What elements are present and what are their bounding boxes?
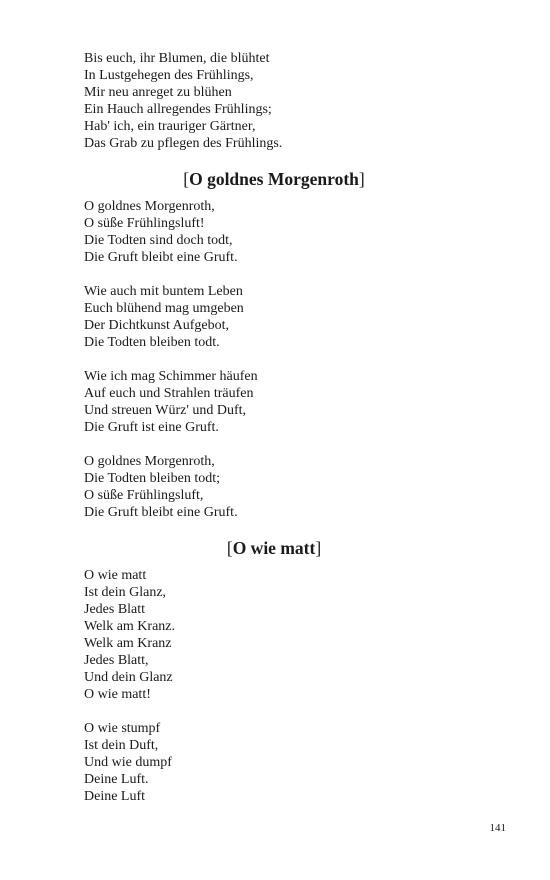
verse-line: O goldnes Morgenroth, bbox=[84, 199, 215, 214]
verse-line: Jedes Blatt bbox=[84, 602, 146, 617]
verse-line: Die Gruft bleibt eine Gruft. bbox=[84, 505, 238, 520]
stanza bbox=[84, 198, 464, 266]
title-bracket-close: ] bbox=[358, 169, 365, 189]
verse-line: O wie matt! bbox=[84, 687, 151, 702]
verse-line: Das Grab zu pflegen des Frühlings. bbox=[84, 136, 283, 151]
verse-line: Wie auch mit buntem Leben bbox=[84, 284, 243, 299]
verse-line: Jedes Blatt, bbox=[84, 653, 149, 668]
stanza bbox=[84, 368, 464, 436]
verse-line: O wie matt bbox=[84, 568, 147, 583]
stanza bbox=[84, 283, 464, 351]
poem-title-text: O goldnes Morgenroth bbox=[189, 169, 359, 189]
verse-line: Mir neu anreget zu blühen bbox=[84, 85, 232, 100]
stanza-top bbox=[84, 50, 464, 152]
stanza bbox=[84, 453, 464, 521]
verse-line: Die Gruft ist eine Gruft. bbox=[84, 420, 219, 435]
stanza bbox=[84, 720, 464, 805]
title-bracket-open: [ bbox=[226, 538, 233, 558]
verse-line: Die Todten sind doch todt, bbox=[84, 233, 233, 248]
verse-line: Welk am Kranz. bbox=[84, 619, 175, 634]
title-bracket-open: [ bbox=[183, 169, 190, 189]
page-number: 141 bbox=[489, 822, 506, 834]
verse-line: Die Todten bleiben todt. bbox=[84, 335, 220, 350]
verse-line: Und dein Glanz bbox=[84, 670, 173, 685]
verse-line: Die Gruft bleibt eine Gruft. bbox=[84, 250, 238, 265]
verse-line: Auf euch und Strahlen träufen bbox=[84, 386, 254, 401]
verse-line: Die Todten bleiben todt; bbox=[84, 471, 221, 486]
verse-line: Der Dichtkunst Aufgebot, bbox=[84, 318, 230, 333]
verse-line: Und streuen Würz' und Duft, bbox=[84, 403, 247, 418]
verse-line: O süße Frühlingsluft, bbox=[84, 488, 204, 503]
verse-line: Welk am Kranz bbox=[84, 636, 172, 651]
verse-line: Bis euch, ihr Blumen, die blühtet bbox=[84, 51, 270, 66]
verse-line: Und wie dumpf bbox=[84, 755, 172, 770]
verse-line: Ein Hauch allregendes Frühlings; bbox=[84, 102, 272, 117]
verse-line: Ist dein Duft, bbox=[84, 738, 159, 753]
page-content bbox=[84, 50, 464, 822]
verse-line: O goldnes Morgenroth, bbox=[84, 454, 215, 469]
stanza bbox=[84, 567, 464, 703]
verse-line: Deine Luft bbox=[84, 789, 146, 804]
verse-line: Hab' ich, ein trauriger Gärtner, bbox=[84, 119, 256, 134]
verse-line: In Lustgehegen des Frühlings, bbox=[84, 68, 254, 83]
verse-line: O süße Frühlingsluft! bbox=[84, 216, 205, 231]
verse-line: Wie ich mag Schimmer häufen bbox=[84, 369, 258, 384]
poem-title bbox=[84, 169, 464, 190]
verse-line: Ist dein Glanz, bbox=[84, 585, 167, 600]
verse-line: Euch blühend mag umgeben bbox=[84, 301, 244, 316]
title-bracket-close: ] bbox=[315, 538, 322, 558]
verse-line: O wie stumpf bbox=[84, 721, 161, 736]
poem-title-text: O wie matt bbox=[232, 538, 316, 558]
verse-line: Deine Luft. bbox=[84, 772, 149, 787]
poem-title bbox=[84, 538, 464, 559]
